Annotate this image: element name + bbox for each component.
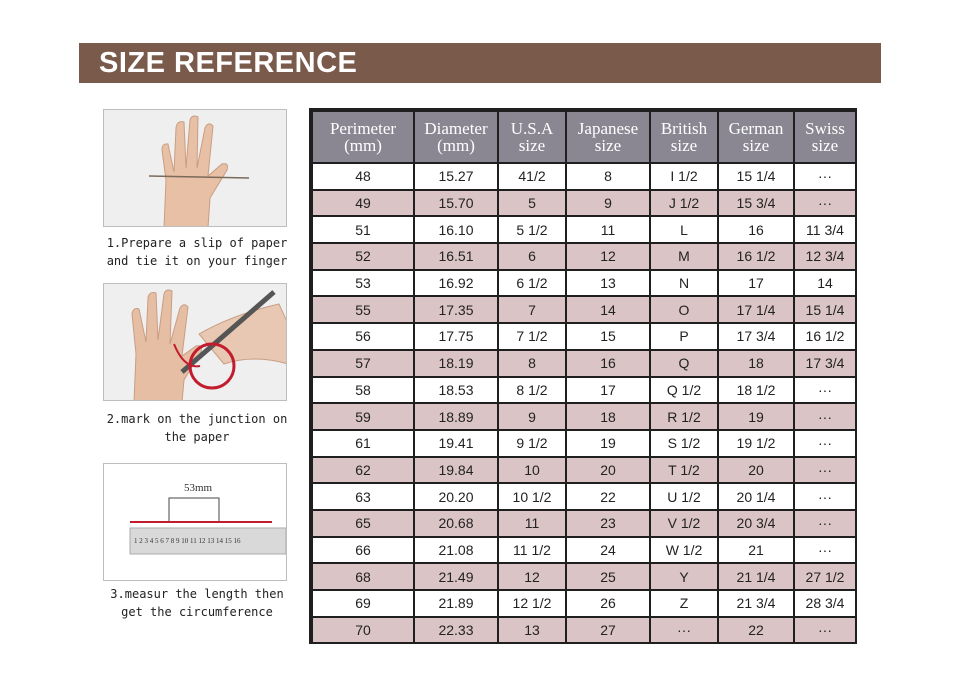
- step3-caption-line1: 3.measur the length then: [110, 587, 284, 601]
- cell-usa: 7 1/2: [498, 323, 566, 350]
- cell-british: V 1/2: [650, 510, 718, 537]
- header-swiss: Swiss size: [794, 111, 856, 163]
- cell-usa: 6: [498, 243, 566, 270]
- cell-japanese: 11: [566, 216, 650, 243]
- table-row: [312, 617, 856, 644]
- table-row: [312, 430, 856, 457]
- header-japanese: Japanese size: [566, 111, 650, 163]
- cell-usa: 8 1/2: [498, 377, 566, 404]
- cell-japanese: 20: [566, 457, 650, 484]
- cell-japanese: 19: [566, 430, 650, 457]
- table-row: [312, 457, 856, 484]
- cell-german: 18: [718, 350, 794, 377]
- cell-german: 17 1/4: [718, 296, 794, 323]
- cell-perimeter: 65: [312, 510, 414, 537]
- cell-swiss: ···: [794, 537, 856, 564]
- cell-diameter: 20.68: [414, 510, 498, 537]
- cell-usa: 12: [498, 563, 566, 590]
- cell-diameter: 21.08: [414, 537, 498, 564]
- cell-perimeter: 56: [312, 323, 414, 350]
- step2-caption-line1: 2.mark on the junction on: [106, 412, 288, 426]
- cell-japanese: 23: [566, 510, 650, 537]
- cell-swiss: ···: [794, 457, 856, 484]
- step3-ruler-image: [103, 463, 287, 581]
- cell-japanese: 12: [566, 243, 650, 270]
- cell-german: 16 1/2: [718, 243, 794, 270]
- step2-caption: [92, 410, 302, 446]
- cell-perimeter: 48: [312, 163, 414, 190]
- cell-usa: 8: [498, 350, 566, 377]
- cell-perimeter: 61: [312, 430, 414, 457]
- size-table-container: [309, 108, 857, 644]
- cell-swiss: 27 1/2: [794, 563, 856, 590]
- cell-japanese: 9: [566, 190, 650, 217]
- cell-usa: 10 1/2: [498, 483, 566, 510]
- cell-british: U 1/2: [650, 483, 718, 510]
- cell-japanese: 18: [566, 403, 650, 430]
- cell-german: 17: [718, 270, 794, 297]
- cell-british: Q: [650, 350, 718, 377]
- cell-diameter: 19.84: [414, 457, 498, 484]
- cell-japanese: 26: [566, 590, 650, 617]
- cell-swiss: ···: [794, 483, 856, 510]
- cell-perimeter: 59: [312, 403, 414, 430]
- step2-caption-line2: the paper: [164, 430, 230, 444]
- cell-perimeter: 57: [312, 350, 414, 377]
- cell-british: T 1/2: [650, 457, 718, 484]
- ruler-icon: [104, 464, 287, 581]
- cell-usa: 13: [498, 617, 566, 644]
- cell-diameter: 17.35: [414, 296, 498, 323]
- cell-usa: 10: [498, 457, 566, 484]
- cell-diameter: 15.70: [414, 190, 498, 217]
- size-table-body: [312, 163, 856, 643]
- cell-german: 18 1/2: [718, 377, 794, 404]
- cell-swiss: ···: [794, 377, 856, 404]
- cell-british: S 1/2: [650, 430, 718, 457]
- cell-perimeter: 53: [312, 270, 414, 297]
- header-usa: U.S.A size: [498, 111, 566, 163]
- cell-diameter: 16.10: [414, 216, 498, 243]
- hand-with-paper-icon: [104, 110, 287, 227]
- header-british: British size: [650, 111, 718, 163]
- pen-marking-icon: [104, 284, 287, 401]
- table-row: [312, 563, 856, 590]
- cell-japanese: 15: [566, 323, 650, 350]
- table-row: [312, 323, 856, 350]
- cell-british: P: [650, 323, 718, 350]
- table-row: [312, 270, 856, 297]
- cell-perimeter: 49: [312, 190, 414, 217]
- cell-swiss: 16 1/2: [794, 323, 856, 350]
- cell-japanese: 27: [566, 617, 650, 644]
- table-header-row: [312, 111, 856, 163]
- size-table: [311, 110, 857, 644]
- table-row: [312, 590, 856, 617]
- cell-british: ···: [650, 617, 718, 644]
- cell-diameter: 18.53: [414, 377, 498, 404]
- cell-german: 15 1/4: [718, 163, 794, 190]
- cell-diameter: 21.89: [414, 590, 498, 617]
- cell-perimeter: 69: [312, 590, 414, 617]
- cell-usa: 11: [498, 510, 566, 537]
- cell-perimeter: 55: [312, 296, 414, 323]
- table-row: [312, 537, 856, 564]
- cell-japanese: 8: [566, 163, 650, 190]
- table-row: [312, 216, 856, 243]
- cell-usa: 9 1/2: [498, 430, 566, 457]
- cell-usa: 41/2: [498, 163, 566, 190]
- cell-british: L: [650, 216, 718, 243]
- cell-perimeter: 62: [312, 457, 414, 484]
- step3-caption: [92, 585, 302, 621]
- cell-swiss: 17 3/4: [794, 350, 856, 377]
- cell-german: 20: [718, 457, 794, 484]
- cell-diameter: 18.19: [414, 350, 498, 377]
- cell-german: 17 3/4: [718, 323, 794, 350]
- cell-german: 19 1/2: [718, 430, 794, 457]
- cell-swiss: 28 3/4: [794, 590, 856, 617]
- cell-british: N: [650, 270, 718, 297]
- cell-perimeter: 70: [312, 617, 414, 644]
- cell-british: O: [650, 296, 718, 323]
- cell-diameter: 21.49: [414, 563, 498, 590]
- cell-german: 21 1/4: [718, 563, 794, 590]
- cell-german: 15 3/4: [718, 190, 794, 217]
- table-row: [312, 403, 856, 430]
- cell-japanese: 13: [566, 270, 650, 297]
- cell-german: 16: [718, 216, 794, 243]
- cell-german: 19: [718, 403, 794, 430]
- cell-german: 20 1/4: [718, 483, 794, 510]
- cell-british: M: [650, 243, 718, 270]
- header-german: German size: [718, 111, 794, 163]
- header-perimeter: Perimeter (mm): [312, 111, 414, 163]
- cell-british: R 1/2: [650, 403, 718, 430]
- cell-usa: 6 1/2: [498, 270, 566, 297]
- cell-british: Y: [650, 563, 718, 590]
- cell-german: 21: [718, 537, 794, 564]
- cell-usa: 9: [498, 403, 566, 430]
- ruler-numbers: 1 2 3 4 5 6 7 8 9 10 11 12 13 14 15 16: [134, 537, 241, 545]
- page-title: SIZE REFERENCE: [79, 43, 881, 83]
- cell-swiss: ···: [794, 163, 856, 190]
- table-row: [312, 190, 856, 217]
- cell-swiss: ···: [794, 617, 856, 644]
- table-row: [312, 243, 856, 270]
- cell-perimeter: 66: [312, 537, 414, 564]
- step1-caption-line1: 1.Prepare a slip of paper: [106, 236, 288, 250]
- cell-perimeter: 52: [312, 243, 414, 270]
- cell-perimeter: 58: [312, 377, 414, 404]
- cell-diameter: 17.75: [414, 323, 498, 350]
- cell-diameter: 22.33: [414, 617, 498, 644]
- table-row: [312, 350, 856, 377]
- cell-british: J 1/2: [650, 190, 718, 217]
- cell-british: Q 1/2: [650, 377, 718, 404]
- cell-perimeter: 63: [312, 483, 414, 510]
- cell-usa: 11 1/2: [498, 537, 566, 564]
- cell-japanese: 24: [566, 537, 650, 564]
- cell-british: I 1/2: [650, 163, 718, 190]
- cell-usa: 5 1/2: [498, 216, 566, 243]
- cell-swiss: 14: [794, 270, 856, 297]
- cell-japanese: 25: [566, 563, 650, 590]
- cell-perimeter: 68: [312, 563, 414, 590]
- cell-swiss: ···: [794, 190, 856, 217]
- cell-diameter: 16.51: [414, 243, 498, 270]
- cell-japanese: 14: [566, 296, 650, 323]
- cell-japanese: 17: [566, 377, 650, 404]
- table-row: [312, 377, 856, 404]
- cell-swiss: 11 3/4: [794, 216, 856, 243]
- cell-german: 22: [718, 617, 794, 644]
- cell-usa: 5: [498, 190, 566, 217]
- cell-german: 21 3/4: [718, 590, 794, 617]
- cell-usa: 7: [498, 296, 566, 323]
- cell-diameter: 16.92: [414, 270, 498, 297]
- cell-swiss: 12 3/4: [794, 243, 856, 270]
- ruler-measure-label: 53mm: [183, 482, 213, 494]
- step2-mark-image: [103, 283, 287, 401]
- cell-japanese: 16: [566, 350, 650, 377]
- cell-diameter: 15.27: [414, 163, 498, 190]
- step1-caption: [92, 234, 302, 270]
- cell-german: 20 3/4: [718, 510, 794, 537]
- cell-diameter: 18.89: [414, 403, 498, 430]
- cell-usa: 12 1/2: [498, 590, 566, 617]
- cell-japanese: 22: [566, 483, 650, 510]
- step1-caption-line2: and tie it on your finger: [106, 254, 288, 268]
- cell-british: W 1/2: [650, 537, 718, 564]
- step1-hand-image: [103, 109, 287, 227]
- cell-swiss: ···: [794, 430, 856, 457]
- cell-diameter: 20.20: [414, 483, 498, 510]
- cell-swiss: 15 1/4: [794, 296, 856, 323]
- table-row: [312, 483, 856, 510]
- cell-perimeter: 51: [312, 216, 414, 243]
- table-row: [312, 296, 856, 323]
- table-row: [312, 163, 856, 190]
- cell-british: Z: [650, 590, 718, 617]
- table-row: [312, 510, 856, 537]
- cell-swiss: ···: [794, 510, 856, 537]
- step3-caption-line2: get the circumference: [121, 605, 273, 619]
- cell-diameter: 19.41: [414, 430, 498, 457]
- cell-swiss: ···: [794, 403, 856, 430]
- header-diameter: Diameter (mm): [414, 111, 498, 163]
